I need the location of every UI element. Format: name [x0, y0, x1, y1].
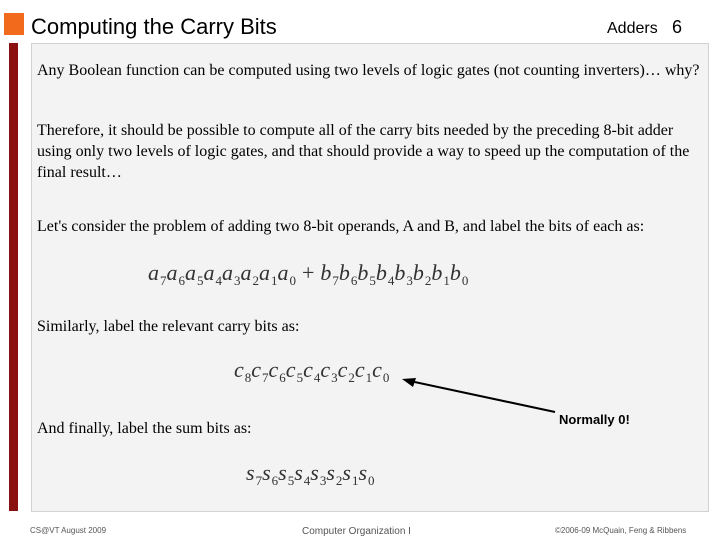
s-bit-var-0: s — [358, 460, 367, 485]
c-bit-index-1: 1 — [365, 370, 373, 385]
sum-bits-equation — [246, 460, 375, 486]
a-bit-index-5: 5 — [197, 273, 204, 288]
a-bit-index-4: 4 — [215, 273, 222, 288]
title-accent-square — [4, 13, 24, 35]
c-bit-index-5: 5 — [296, 370, 304, 385]
s-bit-var-2: s — [326, 460, 335, 485]
side-accent-bar — [9, 43, 18, 511]
a-bit-var-4: a — [203, 260, 215, 285]
b-bit-index-1: 1 — [443, 273, 450, 288]
arrow-head — [402, 378, 416, 387]
b-bit-var-1: b — [431, 260, 443, 285]
page-number: 6 — [672, 17, 683, 37]
b-bit-index-4: 4 — [387, 273, 395, 288]
s-bit-index-1: 1 — [351, 473, 359, 488]
c-bit-var-1: c — [354, 357, 365, 382]
s-bit-index-0: 0 — [368, 473, 375, 488]
paragraph-sum-labels: And finally, label the sum bits as: — [37, 420, 252, 437]
b-bit-var-3: b — [394, 260, 406, 285]
arrow-line — [410, 381, 555, 412]
s-bit-index-7: 7 — [255, 473, 263, 488]
c-bit-index-3: 3 — [331, 370, 338, 385]
sum-bits — [246, 460, 375, 488]
s-bit-index-5: 5 — [287, 473, 295, 488]
c-bit-var-4: c — [303, 357, 313, 382]
b-bit-index-3: 3 — [406, 273, 413, 288]
a-bit-var-1: a — [259, 260, 270, 285]
b-bit-index-6: 6 — [350, 273, 358, 288]
a-bit-var-2: a — [240, 260, 252, 285]
a-bit-var-7: a — [148, 260, 159, 285]
c-bit-index-6: 6 — [279, 370, 286, 385]
b-bit-var-5: b — [357, 260, 369, 285]
a-bit-index-0: 0 — [289, 273, 296, 288]
b-bit-var-0: b — [449, 260, 461, 285]
paragraph-carry-bits: Therefore, it should be possible to compute all of the carry bits needed by the preceding 8-bit adder using only two levels of logic gates, and that should provide a way to speed up the computation of the final result… — [37, 122, 690, 181]
s-bit-var-6: s — [262, 460, 271, 485]
c-bit-var-7: c — [251, 357, 262, 382]
b-bit-index-2: 2 — [424, 273, 432, 288]
c-bit-index-0: 0 — [382, 370, 390, 385]
c-bit-index-2: 2 — [348, 370, 355, 385]
s-bit-var-4: s — [294, 460, 303, 485]
carry-bits — [234, 357, 390, 385]
b-bit-index-7: 7 — [332, 273, 339, 288]
note-normally-zero: Normally 0! — [559, 412, 630, 427]
a-bit-var-3: a — [222, 260, 233, 285]
s-bit-index-4: 4 — [303, 473, 311, 488]
a-bit-var-5: a — [185, 260, 196, 285]
paragraph-boolean-function: Any Boolean function can be computed using two levels of logic gates (not counting inverters)… why? — [37, 62, 700, 79]
a-bit-index-6: 6 — [178, 273, 185, 288]
b-bit-var-7: b — [320, 260, 332, 285]
s-bit-index-6: 6 — [271, 473, 279, 488]
c-bit-index-4: 4 — [313, 370, 321, 385]
c-bit-var-6: c — [268, 357, 279, 382]
b-bit-index-5: 5 — [369, 273, 376, 288]
s-bit-var-3: s — [310, 460, 319, 485]
c-bit-var-2: c — [337, 357, 348, 382]
c-bit-index-8: 8 — [244, 370, 252, 385]
b-bit-index-0: 0 — [461, 273, 469, 288]
footer-left: CS@VT August 2009 — [30, 526, 107, 535]
a-bit-index-1: 1 — [271, 273, 278, 288]
b-bit-var-6: b — [338, 260, 350, 285]
a-bit-var-6: a — [166, 260, 178, 285]
c-bit-index-7: 7 — [262, 370, 269, 385]
c-bit-var-5: c — [285, 357, 296, 382]
footer-right: ©2006-09 McQuain, Feng & Ribbens — [555, 526, 687, 535]
arrow-to-c0 — [400, 375, 560, 415]
s-bit-var-1: s — [342, 460, 351, 485]
slide-topic: Adders — [607, 20, 658, 37]
b-bit-var-2: b — [412, 260, 424, 285]
carry-bits-equation — [234, 357, 389, 383]
c-bit-var-0: c — [372, 357, 382, 382]
c-bit-var-3: c — [320, 357, 331, 382]
s-bit-var-7: s — [246, 460, 255, 485]
a-bit-index-3: 3 — [234, 273, 241, 288]
footer-center: Computer Organization I — [302, 526, 411, 537]
a-bit-index-7: 7 — [160, 273, 167, 288]
s-bit-index-3: 3 — [319, 473, 327, 488]
s-bit-var-5: s — [278, 460, 287, 485]
paragraph-carry-labels: Similarly, label the relevant carry bits as: — [37, 318, 300, 335]
paragraph-operands: Let's consider the problem of adding two 8-bit operands, A and B, and label the bits of each as: — [37, 218, 645, 235]
slide-title: Computing the Carry Bits — [31, 14, 277, 39]
a-bit-var-0: a — [277, 260, 289, 285]
plus-sign: + — [302, 260, 315, 285]
b-bit-var-4: b — [375, 260, 387, 285]
operand-a-bits — [148, 260, 296, 288]
a-bit-index-2: 2 — [252, 273, 259, 288]
operand-bits-equation — [148, 260, 468, 286]
operand-b-bits — [320, 260, 469, 288]
s-bit-index-2: 2 — [335, 473, 343, 488]
c-bit-var-8: c — [234, 357, 244, 382]
